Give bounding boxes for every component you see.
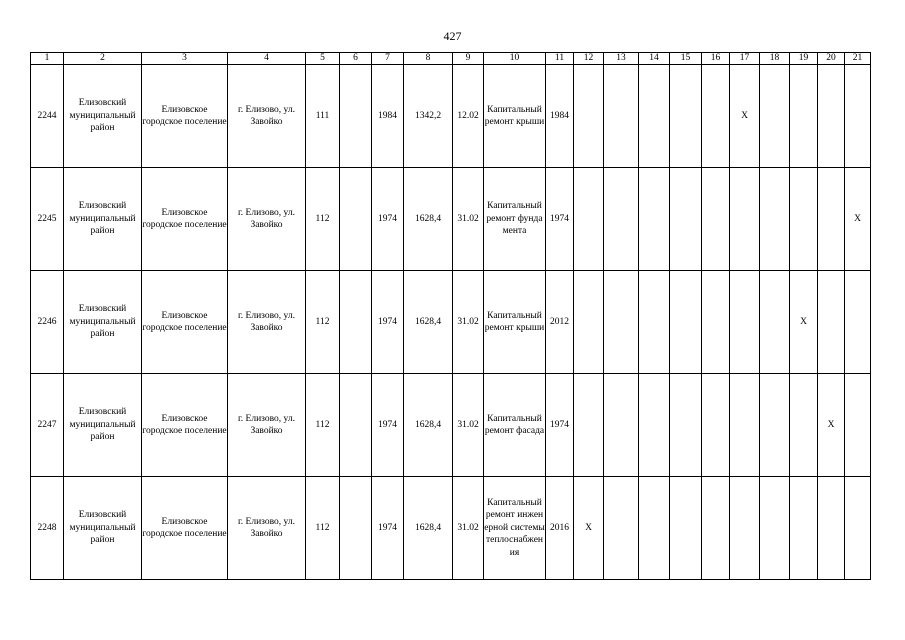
period-mark-cell [604,65,639,168]
year-built-cell: 1974 [372,168,404,271]
row-id-cell: 2244 [31,65,64,168]
period-mark-cell: X [818,374,845,477]
column-number: 3 [142,53,228,65]
period-mark-cell [670,65,702,168]
rate-cell: 31.02 [453,168,484,271]
table-row [31,168,871,271]
column-number: 6 [340,53,372,65]
period-mark-cell [670,374,702,477]
settlement-cell: Елизовское городское поселение [142,168,228,271]
column-number: 18 [760,53,790,65]
cell-col-6 [340,477,372,580]
period-mark-cell [574,271,604,374]
district-cell: Елизовский муниципальный район [64,168,142,271]
period-mark-cell [574,168,604,271]
period-mark-cell [730,271,760,374]
period-mark-cell [639,374,670,477]
period-mark-cell [730,168,760,271]
register-table [30,52,871,580]
period-mark-cell [790,477,818,580]
period-mark-cell [730,477,760,580]
area-cell: 1628,4 [404,271,453,374]
work-type-cell: Капитальный ремонт фасада [484,374,546,477]
period-mark-cell [818,65,845,168]
column-number: 15 [670,53,702,65]
period-mark-cell: X [845,168,871,271]
period-mark-cell [702,65,730,168]
period-mark-cell [574,65,604,168]
rate-cell: 31.02 [453,477,484,580]
period-mark-cell [845,65,871,168]
rate-cell: 12.02 [453,65,484,168]
year-built-cell: 1974 [372,477,404,580]
year-cell: 2012 [546,271,574,374]
address-cell: г. Елизово, ул. Завойко [228,374,306,477]
period-mark-cell [760,271,790,374]
period-mark-cell [702,271,730,374]
column-number: 16 [702,53,730,65]
area-cell: 1342,2 [404,65,453,168]
address-cell: г. Елизово, ул. Завойко [228,168,306,271]
page-number: 427 [443,29,462,43]
period-mark-cell [818,271,845,374]
work-type-cell: Капитальный ремонт инженерной системы теплоснабжения [484,477,546,580]
year-built-cell: 1984 [372,65,404,168]
period-mark-cell [604,271,639,374]
column-number: 12 [574,53,604,65]
column-number: 2 [64,53,142,65]
area-cell: 1628,4 [404,477,453,580]
row-id-cell: 2245 [31,168,64,271]
period-mark-cell [760,65,790,168]
period-mark-cell [604,168,639,271]
column-number: 19 [790,53,818,65]
table-row [31,65,871,168]
year-cell: 1974 [546,168,574,271]
period-mark-cell [670,271,702,374]
period-mark-cell [790,65,818,168]
row-id-cell: 2247 [31,374,64,477]
work-type-cell: Капитальный ремонт крыши [484,271,546,374]
period-mark-cell [604,374,639,477]
period-mark-cell [702,168,730,271]
column-number: 9 [453,53,484,65]
period-mark-cell [818,477,845,580]
area-cell: 1628,4 [404,168,453,271]
period-mark-cell [818,168,845,271]
house-number-cell: 112 [306,271,340,374]
district-cell: Елизовский муниципальный район [64,65,142,168]
house-number-cell: 112 [306,168,340,271]
column-number: 13 [604,53,639,65]
period-mark-cell [639,65,670,168]
period-mark-cell [702,477,730,580]
row-id-cell: 2248 [31,477,64,580]
house-number-cell: 112 [306,374,340,477]
period-mark-cell [760,168,790,271]
settlement-cell: Елизовское городское поселение [142,65,228,168]
column-number: 4 [228,53,306,65]
year-built-cell: 1974 [372,374,404,477]
house-number-cell: 112 [306,477,340,580]
cell-col-6 [340,168,372,271]
table-row [31,271,871,374]
year-cell: 1984 [546,65,574,168]
work-type-cell: Капитальный ремонт фундамента [484,168,546,271]
period-mark-cell [790,374,818,477]
column-number: 14 [639,53,670,65]
period-mark-cell: X [730,65,760,168]
rate-cell: 31.02 [453,271,484,374]
period-mark-cell [574,374,604,477]
column-number-row [31,53,871,65]
column-number: 7 [372,53,404,65]
column-number: 10 [484,53,546,65]
table-row [31,374,871,477]
work-type-cell: Капитальный ремонт крыши [484,65,546,168]
cell-col-6 [340,65,372,168]
column-number: 21 [845,53,871,65]
rate-cell: 31.02 [453,374,484,477]
column-number: 8 [404,53,453,65]
period-mark-cell [790,168,818,271]
settlement-cell: Елизовское городское поселение [142,271,228,374]
district-cell: Елизовский муниципальный район [64,477,142,580]
cell-col-6 [340,374,372,477]
period-mark-cell [845,477,871,580]
period-mark-cell [730,374,760,477]
column-number: 11 [546,53,574,65]
column-number: 5 [306,53,340,65]
table-row [31,477,871,580]
address-cell: г. Елизово, ул. Завойко [228,271,306,374]
cell-col-6 [340,271,372,374]
area-cell: 1628,4 [404,374,453,477]
period-mark-cell [845,374,871,477]
period-mark-cell: X [790,271,818,374]
column-number: 20 [818,53,845,65]
district-cell: Елизовский муниципальный район [64,374,142,477]
column-number: 1 [31,53,64,65]
address-cell: г. Елизово, ул. Завойко [228,477,306,580]
period-mark-cell [702,374,730,477]
year-cell: 1974 [546,374,574,477]
district-cell: Елизовский муниципальный район [64,271,142,374]
period-mark-cell [639,271,670,374]
period-mark-cell [760,477,790,580]
period-mark-cell [760,374,790,477]
period-mark-cell [670,477,702,580]
row-id-cell: 2246 [31,271,64,374]
period-mark-cell [604,477,639,580]
period-mark-cell [670,168,702,271]
year-cell: 2016 [546,477,574,580]
period-mark-cell [845,271,871,374]
house-number-cell: 111 [306,65,340,168]
period-mark-cell [639,477,670,580]
settlement-cell: Елизовское городское поселение [142,477,228,580]
column-number: 17 [730,53,760,65]
year-built-cell: 1974 [372,271,404,374]
period-mark-cell [639,168,670,271]
period-mark-cell: X [574,477,604,580]
settlement-cell: Елизовское городское поселение [142,374,228,477]
address-cell: г. Елизово, ул. Завойко [228,65,306,168]
